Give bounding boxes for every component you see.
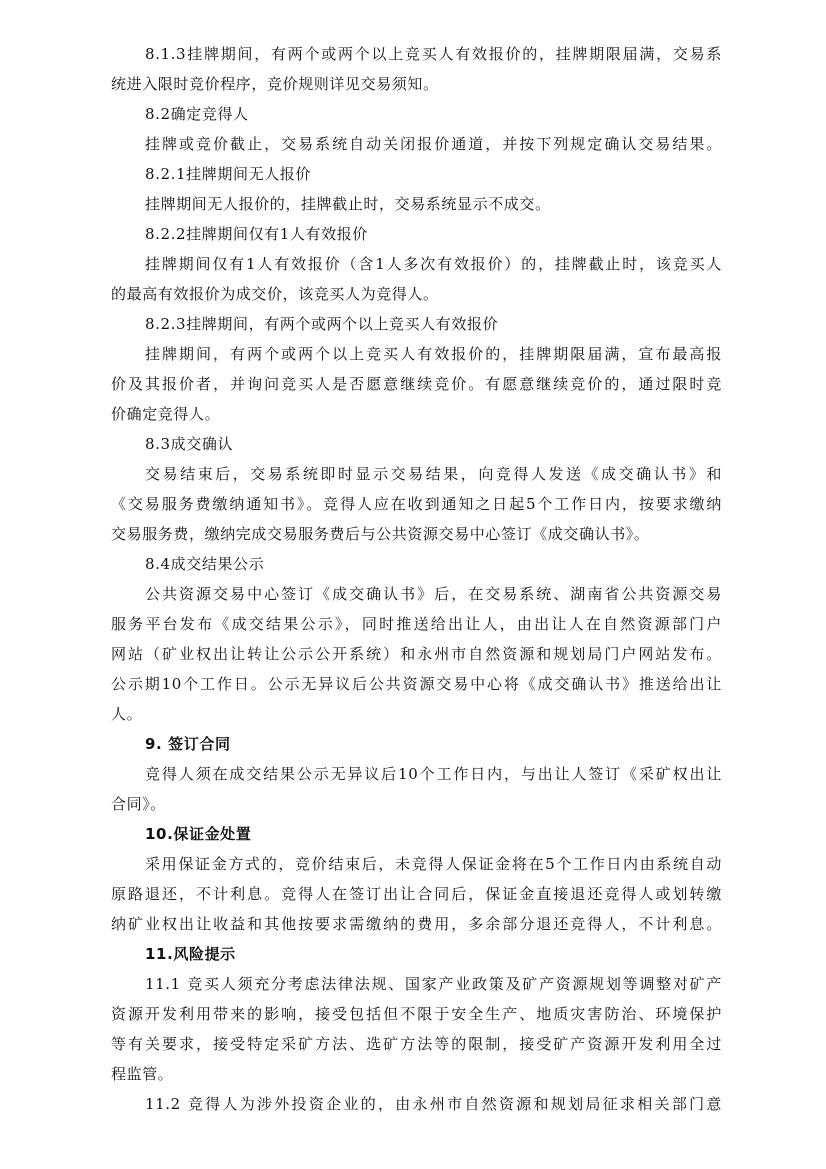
paragraph-line: 纳矿业权出让收益和其他按要求需缴纳的费用，多余部分退还竞得人，不计利息。 — [111, 915, 722, 933]
chapter-heading: 11.风险提示 — [145, 945, 236, 963]
paragraph-line: 原路退还，不计利息。竞得人在签订出让合同后，保证金直接退还竞得人或划转缴 — [111, 885, 722, 903]
section-heading: 8.4成交结果公示 — [145, 555, 265, 573]
section-heading: 8.2.3挂牌期间，有两个或两个以上竞买人有效报价 — [145, 315, 499, 333]
paragraph-line: 程监管。 — [111, 1065, 174, 1083]
paragraph-line: 人。 — [111, 705, 143, 723]
paragraph-line: 11.2 竞得人为涉外投资企业的，由永州市自然资源和规划局征求相关部门意 — [145, 1095, 722, 1113]
paragraph-line: 网站（矿业权出让转让公示公开系统）和永州市自然资源和规划局门户网站发布。 — [111, 645, 722, 663]
paragraph-line: 挂牌或竞价截止，交易系统自动关闭报价通道，并按下列规定确认交易结果。 — [145, 135, 722, 153]
paragraph-line: 11.1 竞买人须充分考虑法律法规、国家产业政策及矿产资源规划等调整对矿产 — [145, 975, 722, 993]
section-heading: 8.2.1挂牌期间无人报价 — [145, 165, 311, 183]
document-body — [111, 39, 722, 1119]
chapter-heading: 10.保证金处置 — [145, 825, 252, 843]
paragraph-line: 挂牌期间，有两个或两个以上竞买人有效报价的，挂牌期限届满，宣布最高报 — [145, 345, 722, 363]
paragraph-line: 价及其报价者，并询问竞买人是否愿意继续竞价。有愿意继续竞价的，通过限时竞 — [111, 375, 722, 393]
paragraph-line: 公共资源交易中心签订《成交确认书》后，在交易系统、湖南省公共资源交易 — [145, 585, 722, 603]
paragraph-line: 交易服务费，缴纳完成交易服务费后与公共资源交易中心签订《成交确认书》。 — [111, 525, 650, 543]
paragraph-line: 统进入限时竞价程序，竞价规则详见交易须知。 — [111, 75, 439, 93]
chapter-heading: 9. 签订合同 — [145, 735, 231, 753]
paragraph-line: 服务平台发布《成交结果公示》，同时推送给出让人，由出让人在自然资源部门户 — [111, 615, 722, 633]
paragraph-line: 的最高有效报价为成交价，该竞买人为竞得人。 — [111, 285, 439, 303]
section-heading: 8.3成交确认 — [145, 435, 234, 453]
paragraph-line: 等有关要求，接受特定采矿方法、选矿方法等的限制，接受矿产资源开发利用全过 — [111, 1035, 722, 1053]
paragraph-line: 竞得人须在成交结果公示无异议后10个工作日内，与出让人签订《采矿权出让 — [145, 765, 722, 783]
paragraph-line: 《交易服务费缴纳通知书》。竞得人应在收到通知之日起5个工作日内，按要求缴纳 — [111, 495, 722, 513]
paragraph-line: 价确定竞得人。 — [111, 405, 221, 423]
paragraph-line: 合同》。 — [111, 795, 166, 813]
paragraph-line: 公示期10个工作日。公示无异议后公共资源交易中心将《成交确认书》推送给出让 — [111, 675, 722, 693]
paragraph-line: 资源开发利用带来的影响，接受包括但不限于安全生产、地质灾害防治、环境保护 — [111, 1005, 722, 1023]
section-heading: 8.2确定竞得人 — [145, 105, 249, 123]
paragraph-line: 采用保证金方式的，竞价结束后，未竞得人保证金将在5个工作日内由系统自动 — [145, 855, 722, 873]
paragraph-line: 交易结束后，交易系统即时显示交易结果，向竞得人发送《成交确认书》和 — [145, 465, 722, 483]
paragraph-line: 挂牌期间仅有1人有效报价（含1人多次有效报价）的，挂牌截止时，该竞买人 — [145, 255, 722, 273]
paragraph-line: 挂牌期间无人报价的，挂牌截止时，交易系统显示不成交。 — [145, 195, 551, 213]
section-heading: 8.2.2挂牌期间仅有1人有效报价 — [145, 225, 368, 243]
paragraph-line: 8.1.3挂牌期间，有两个或两个以上竞买人有效报价的，挂牌期限届满，交易系 — [145, 45, 722, 63]
